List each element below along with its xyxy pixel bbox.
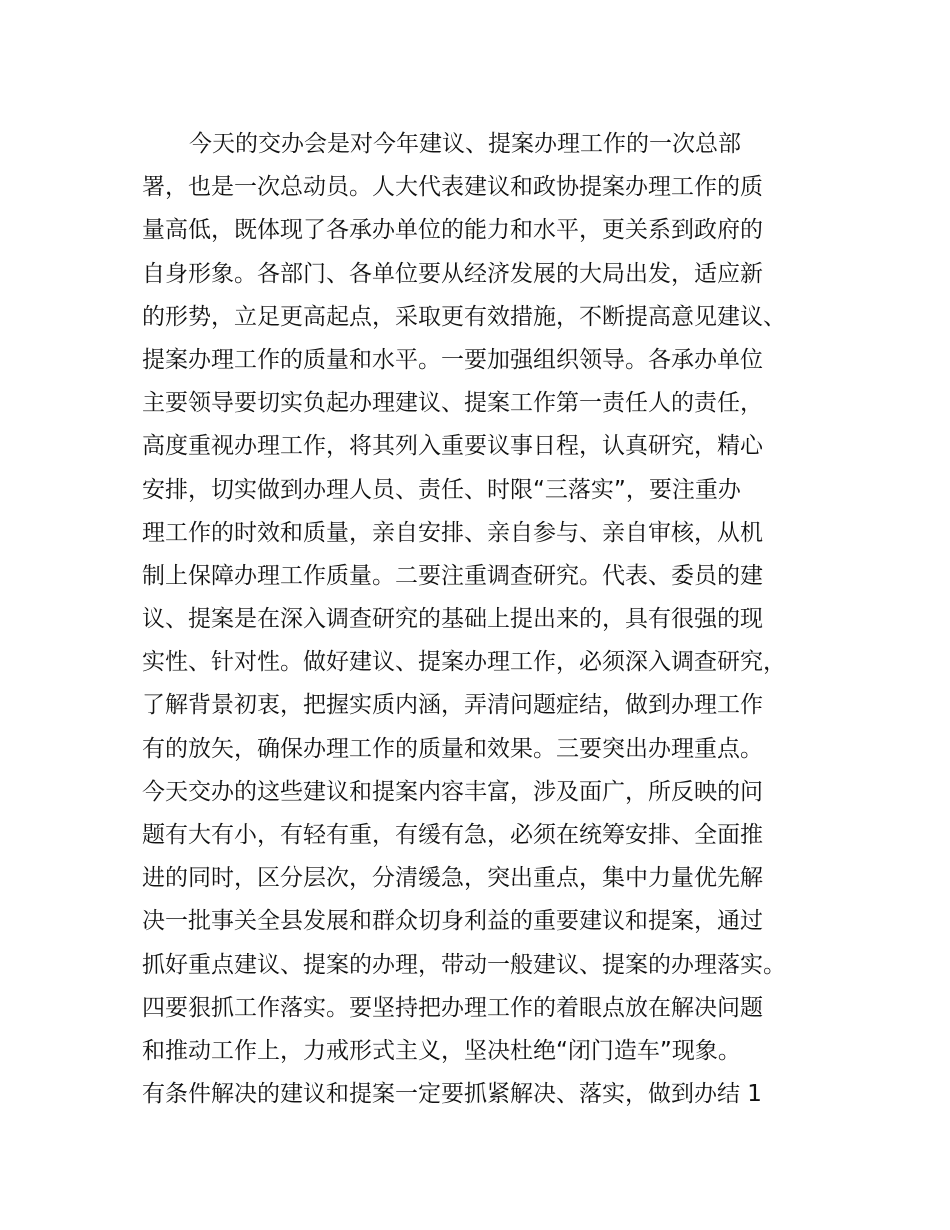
- text-line: 量高低，既体现了各承办单位的能力和水平，更关系到政府的: [142, 217, 763, 244]
- text-line: 安排，切实做到办理人员、责任、时限“三落实”，要注重办: [142, 476, 741, 503]
- text-line: 理工作的时效和质量，亲自安排、亲自参与、亲自审核，从机: [142, 519, 763, 546]
- text-line: 的形势，立足更高起点，采取更有效措施，不断提高意见建议、: [142, 303, 786, 330]
- text-line: 实性、针对性。做好建议、提案办理工作，必须深入调查研究，: [142, 649, 786, 676]
- text-line: 主要领导要切实负起办理建议、提案工作第一责任人的责任，: [142, 390, 763, 417]
- text-line: 议、提案是在深入调查研究的基础上提出来的，具有很强的现: [142, 606, 763, 633]
- text-line: 有条件解决的建议和提案一定要抓紧解决、落实，做到办结 1: [142, 1081, 762, 1108]
- text-line: 今天交办的这些建议和提案内容丰富，涉及面广，所反映的问: [142, 778, 763, 805]
- text-line: 有的放矢，确保办理工作的质量和效果。三要突出办理重点。: [142, 735, 763, 762]
- text-line: 署，也是一次总动员。人大代表建议和政协提案办理工作的质: [142, 174, 763, 201]
- text-line: 高度重视办理工作，将其列入重要议事日程，认真研究，精心: [142, 433, 763, 460]
- text-line: 今天的交办会是对今年建议、提案办理工作的一次总部: [189, 131, 741, 157]
- text-line: 抓好重点建议、提案的办理，带动一般建议、提案的办理落实。: [142, 951, 786, 978]
- text-line: 提案办理工作的质量和水平。一要加强组织领导。各承办单位: [142, 346, 763, 373]
- text-line: 进的同时，区分层次，分清缓急，突出重点，集中力量优先解: [142, 865, 763, 892]
- text-line: 决一批事关全县发展和群众切身利益的重要建议和提案，通过: [142, 908, 763, 935]
- text-line: 制上保障办理工作质量。二要注重调查研究。代表、委员的建: [142, 562, 763, 589]
- text-line: 题有大有小，有轻有重，有缓有急，必须在统筹安排、全面推: [142, 822, 763, 848]
- text-line: 和推动工作上，力戒形式主义，坚决杜绝“闭门造车”现象。: [142, 1037, 741, 1064]
- text-line: 四要狠抓工作落实。要坚持把办理工作的着眼点放在解决问题: [142, 994, 763, 1021]
- text-line: 了解背景初衷，把握实质内涵，弄清问题症结，做到办理工作: [142, 692, 763, 719]
- body-paragraph: [142, 123, 842, 1116]
- text-line: 自身形象。各部门、各单位要从经济发展的大局出发，适应新: [142, 260, 763, 287]
